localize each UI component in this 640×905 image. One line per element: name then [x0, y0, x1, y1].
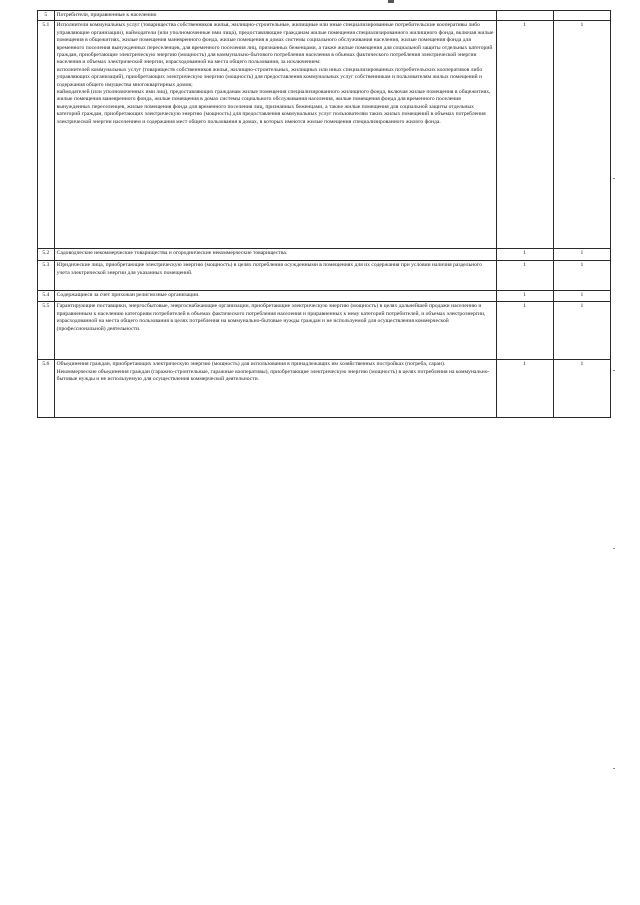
table-row	[38, 291, 611, 302]
row-value-a: 1	[496, 302, 553, 360]
table-row	[38, 11, 611, 21]
row-paragraph: Садоводческие некоммерческие товарищества и огороднические некоммерческие товарищества.	[56, 250, 288, 257]
tariff-consumer-table	[37, 10, 611, 418]
row-paragraph: Потребители, приравненные к населению	[56, 12, 157, 18]
row-value-a: 1	[496, 291, 553, 302]
row-number: 5.4	[38, 291, 55, 302]
row-description	[54, 261, 496, 291]
row-description	[54, 291, 496, 302]
scan-mark	[388, 0, 394, 3]
table-row	[38, 261, 611, 291]
row-value-b: 1	[553, 261, 610, 291]
row-number: 5.3	[38, 261, 55, 291]
row-paragraph: Объединения граждан, приобретающих электрическую энергию (мощность) для использования в принадлежащих им хозяйственных постройках (погреба, сараи).	[56, 361, 446, 368]
row-paragraph: Исполнители коммунальных услуг (товарищества собственников жилья, жилищно-строительные, жилищные или иные специализированные потребительские кооперативы либо управляющие организации), наймодатели (или уполномоченные ими лица), предоставляющие гражданам жилые помещения специализированного жилищного фонда, включая жилые помещения в общежитиях, жилые помещения маневренного фонда, жилые помещения в домах системы социального обслуживания населения, жилые помещения фонда для временного поселения вынужденных переселенцев, для временного поселения лиц, признанных беженцами, а также жилые помещения для социальной защиты отдельных категорий граждан, приобретающие электрическую энергию (мощность) для коммунально-бытового потребления населения в объемах фактического потребления электрической энергии населения и объемах электрической энергии, израсходованной на места общего пользования, за исключением:	[56, 22, 494, 66]
table-row	[38, 360, 611, 418]
table-row	[38, 249, 611, 261]
row-paragraph: исполнителей коммунальных услуг (товариществ собственников жилья, жилищно-строительных, жилищных или иных специализированных потребительских кооперативов либо управляющих организаций), приобретающих электрическую энергию (мощность) для предоставления коммунальных услуг собственникам и пользователям жилых помещений и содержания общего имущества многоквартирных домов;	[56, 66, 483, 88]
row-value-a: 1	[496, 21, 553, 249]
row-value-b: 1	[553, 360, 610, 418]
row-description	[54, 360, 496, 418]
scan-speck	[613, 768, 615, 769]
row-value-b: 1	[553, 291, 610, 302]
row-description	[54, 302, 496, 360]
row-description	[54, 11, 496, 21]
row-value-b: 1	[553, 21, 610, 249]
row-paragraph: наймодателей (или уполномоченных ими лиц), предоставляющих гражданам жилые помещения специализированного жилищного фонда, включая жилые помещения в общежитиях, жилые помещения маневренного фонда, жилые помещения в домах системы социального обслуживания населения, жилые помещения фонда для временного поселения вынужденных переселенцев, жилые помещения фонда для временного поселения лиц, признанных беженцами, а также жилые помещения для социальной защиты отдельных категорий граждан, приобретающих электрическую энергию (мощность) для предоставления коммунальных услуг пользователям таких жилых помещений в объемах потребления электрической энергии населением и содержания мест общего пользования в домах, в которых имеются жилые помещения специализированного жилого фонда.	[56, 89, 491, 125]
scan-speck	[613, 548, 615, 549]
row-paragraph: Некоммерческие объединения граждан (гаражно-строительные, гаражные кооперативы), приобретающие электрическую энергию (мощность) в целях потребления на коммунально-бытовые нужды и не используемую для осуществления коммерческой деятельности.	[56, 368, 490, 383]
row-number: 5.5	[38, 302, 55, 360]
table-row	[38, 302, 611, 360]
row-value-b: 1	[553, 302, 610, 360]
scan-speck	[613, 370, 615, 371]
row-value-a: 1	[496, 360, 553, 418]
row-description	[54, 249, 496, 261]
row-value-a: 1	[496, 261, 553, 291]
row-number: 5.6	[38, 360, 55, 418]
scan-speck	[613, 178, 615, 179]
row-number: 5.1	[38, 21, 55, 249]
row-value-a: 1	[496, 249, 553, 261]
row-value-b: 1	[553, 249, 610, 261]
row-paragraph: Юридические лица, приобретающие электрическую энергию (мощность) в целях потребления осужденными в помещениях для их содержания при условии наличия раздельного учета электрической энергии для указанных помещений.	[56, 262, 482, 276]
row-value-a	[496, 11, 553, 21]
row-paragraph: Гарантирующие поставщики, энергосбытовые, энергоснабжающие организации, приобретающие электрическую энергию (мощность) в целях дальнейшей продажи населению и приравненным к населению категориям потребителей в объемах фактического потребления населения и приравненных к нему категорий потребителей, и объемах электроэнергии, израсходованной на места общего пользования в целях потребления на коммунально-бытовые нужды граждан и не используемой для осуществления коммерческой (профессиональной) деятельности.	[56, 303, 486, 332]
row-number: 5.2	[38, 249, 55, 261]
table-row	[38, 21, 611, 249]
row-value-b	[553, 11, 610, 21]
row-paragraph: Содержащиеся за счет прихожан религиозные организации.	[56, 292, 200, 299]
row-description	[54, 21, 496, 249]
row-number: 5	[38, 11, 55, 21]
